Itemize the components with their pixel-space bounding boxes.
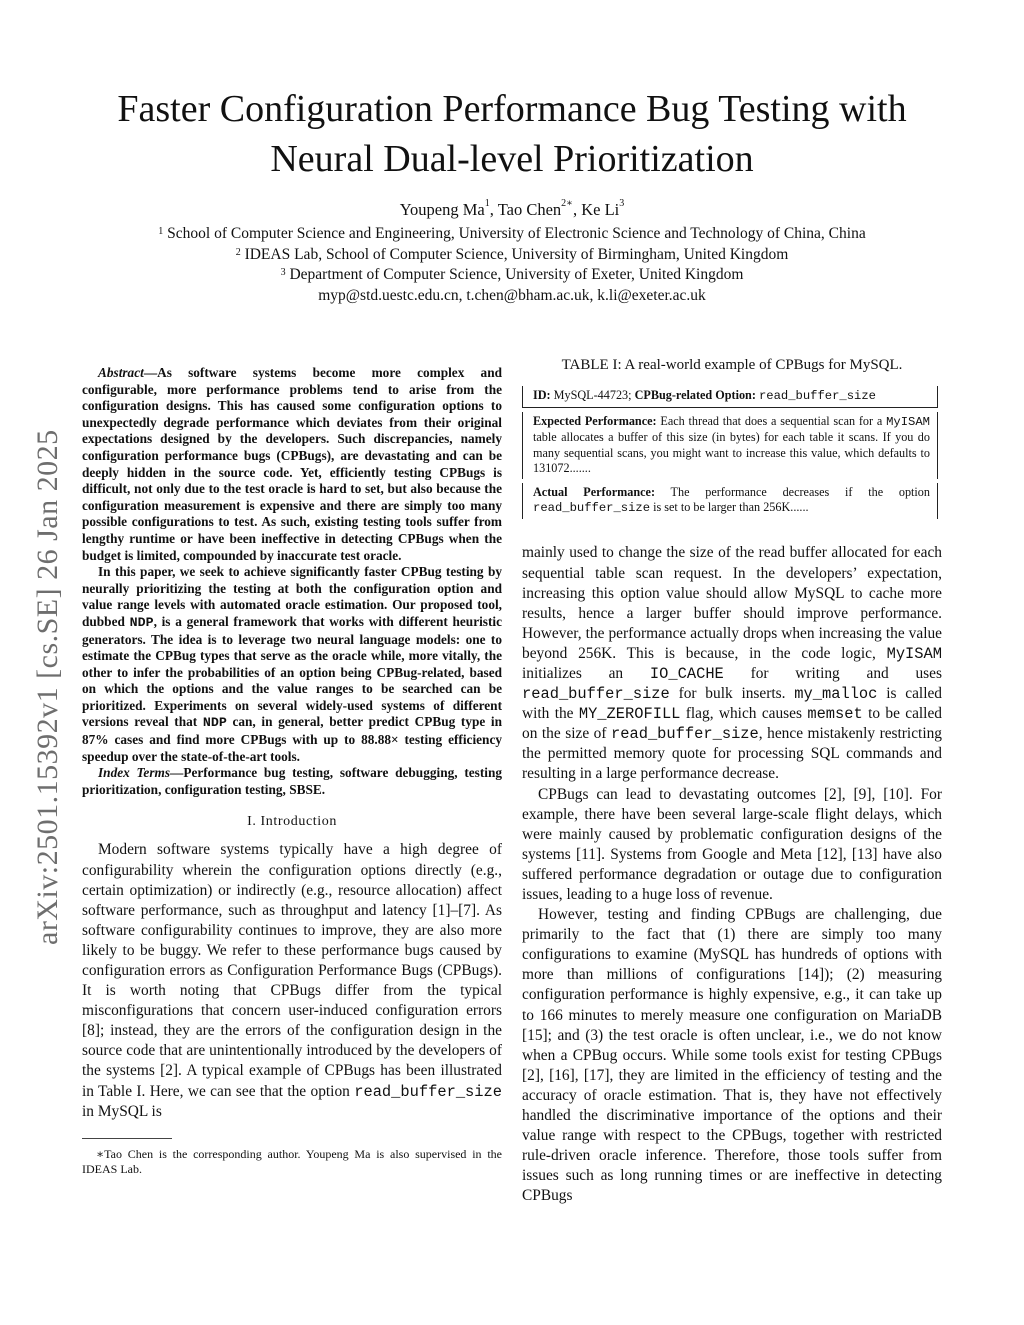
affiliation-1-text: School of Computer Science and Engineering, University of Electronic Science and Technology of China, China bbox=[167, 225, 866, 242]
rp1-g: to be called on the size of bbox=[522, 705, 942, 743]
code-read-buffer-size: read_buffer_size bbox=[522, 685, 670, 704]
author-sep-2: , bbox=[572, 200, 582, 219]
rp1-h: , hence mistakenly restricting the permitted memory quote for processing SQL commands and resulting in a large performance decrease. bbox=[522, 725, 942, 783]
code-read-buffer-size-2: read_buffer_size bbox=[611, 725, 759, 744]
code-io-cache: IO_CACHE bbox=[649, 664, 724, 683]
affiliation-2 bbox=[40, 245, 984, 266]
section-heading-introduction: I. Introduction bbox=[247, 814, 337, 830]
right-column bbox=[522, 355, 942, 1207]
affiliation-1 bbox=[40, 224, 984, 245]
intro-text-1b: in MySQL is bbox=[82, 1102, 162, 1120]
affiliation-2-sup: 2 bbox=[235, 246, 241, 258]
intro-paragraph-1 bbox=[82, 840, 502, 1121]
table-caption: TABLE I: A real-world example of CPBugs for MySQL. bbox=[561, 357, 903, 373]
expected-text-a: Each thread that does a sequential scan for a bbox=[656, 414, 887, 429]
option-value: read_buffer_size bbox=[758, 389, 876, 403]
abstract-label: Abstract bbox=[98, 365, 144, 380]
rp1-d: for bulk inserts. bbox=[669, 685, 795, 703]
rp1-c: for writing and uses bbox=[723, 664, 942, 682]
table-row-expected bbox=[522, 412, 938, 479]
author-list bbox=[40, 200, 984, 220]
cpbug-table bbox=[522, 386, 938, 519]
actual-label: Actual Performance: bbox=[533, 485, 656, 500]
table-row-id bbox=[522, 386, 938, 408]
author-2-sup: 2∗ bbox=[561, 198, 573, 209]
affiliation-3-sup: 3 bbox=[280, 267, 286, 279]
affiliation-1-sup: 1 bbox=[158, 226, 164, 237]
author-1: Youpeng Ma bbox=[399, 200, 485, 219]
code-myisam: MyISAM bbox=[886, 644, 942, 663]
code-memset: memset bbox=[807, 705, 863, 724]
table-row-actual bbox=[522, 483, 938, 519]
left-column bbox=[82, 365, 502, 1177]
author-1-sup: 1 bbox=[484, 198, 490, 209]
author-3: Ke Li bbox=[581, 200, 620, 219]
right-paragraph-2: CPBugs can lead to devastating outcomes [2], [9], [10]. For example, there have been several large-scale flight delays, which were mainly caused by problematic configuration designs of the systems [11]. Systems from Google and Meta [12], [13] have also suffered performance degradation or outage due to configuration issues, leading to a huge loss of revenue. bbox=[522, 785, 942, 904]
arxiv-identifier: arXiv:2501.15392v1 [cs.SE] 26 Jan 2025 bbox=[31, 429, 64, 945]
author-sep-1: , bbox=[489, 200, 498, 219]
expected-code: MyISAM bbox=[886, 415, 930, 430]
id-label: ID: bbox=[533, 388, 551, 402]
tool-name-2: NDP bbox=[202, 715, 227, 731]
footnote: ∗Tao Chen is the corresponding author. Youpeng Ma is also supervised in the IDEAS Lab. bbox=[82, 1146, 502, 1176]
title-line-1: Faster Configuration Performance Bug Testing with bbox=[117, 88, 907, 130]
abstract-text-2b: , is a general framework that works with different heuristic generators. The idea is to leverage two neural language models: one to estimate the CPBug types that serve as the oracle while, more vitally, the other to infer the probabilities of an option being CPBug-related, based on which the options and the value ranges to be searched can be prioritized. Experiments on several widely-used systems of different versions reveal that bbox=[82, 613, 502, 730]
rp1-f: flag, which causes bbox=[680, 705, 808, 723]
actual-text-a: The performance decreases if the option bbox=[655, 485, 930, 500]
rp1-e: is called with the bbox=[522, 685, 942, 723]
right-paragraph-1 bbox=[522, 543, 942, 784]
author-emails: myp@std.uestc.edu.cn, t.chen@bham.ac.uk, k.li@exeter.ac.uk bbox=[318, 286, 706, 304]
right-body bbox=[522, 543, 942, 1206]
rp1-b: initializes an bbox=[522, 664, 650, 682]
title-line-2: Neural Dual-level Prioritization bbox=[270, 138, 754, 180]
abstract-paragraph-1 bbox=[82, 365, 502, 564]
index-terms bbox=[82, 765, 502, 798]
intro-text-1a: Modern software systems typically have a high degree of configurability wherein the configuration options directly (e.g., certain optimization) or indirectly (e.g., resource allocation) affect software performance, such as throughput and latency [1]–[7]. As software configurability continues to improve, they are also more likely to be buggy. We refer to these performance bugs caused by configuration errors as Configuration Performance Bugs (CPBugs). It is worth noting that CPBugs differ from the typical misconfigurations that concern user-induced configuration errors [8]; instead, they are the errors of the configuration design in the source code that are unintentionally introduced by the developers of the systems [2]. A typical example of CPBugs has been illustrated in Table I. Here, we can see that the option bbox=[82, 841, 502, 1100]
tool-name: NDP bbox=[129, 614, 154, 630]
author-3-sup: 3 bbox=[619, 198, 625, 209]
footnote-divider bbox=[82, 1138, 172, 1139]
option-label: CPBug-related Option: bbox=[634, 388, 756, 402]
intro-code-option: read_buffer_size bbox=[354, 1082, 502, 1101]
abstract-text-2a: In this paper, we seek to achieve significantly faster CPBug testing by neurally prioritizing the testing at both the configuration option and value range levels with automated oracle estimation. Our proposed tool, dubbed bbox=[82, 564, 502, 629]
code-my-zerofill: MY_ZEROFILL bbox=[578, 705, 681, 724]
expected-label: Expected Performance: bbox=[533, 414, 657, 429]
affiliation-3 bbox=[40, 265, 984, 286]
index-terms-text: —Performance bug testing, software debugging, testing prioritization, configuration testing, SBSE. bbox=[82, 765, 502, 797]
abstract bbox=[82, 365, 502, 798]
abstract-paragraph-2 bbox=[82, 564, 502, 765]
abstract-text-2c: can, in general, better predict CPBug type in 87% cases and find more CPBugs with up to 88.88× testing efficiency speedup over the state-of-the-art tools. bbox=[82, 714, 502, 764]
abstract-text-1: —As software systems become more complex and configurable, more performance problems tend to arise from the configuration designs. This has caused some configuration options to unexpectedly degrade performance which deviates from their original expectations designed by the developers. Such discrepancies, namely configuration performance bugs (CPBugs), are devastating and can be deeply hidden in the source code. Yet, efficiently testing CPBugs is difficult, not only due to the test oracle is hard to set, but also because the configuration measurement is expensive and there are simply too many possible configurations to test. As such, existing testing tools suffer from lengthy runtime or have been ineffective in detecting CPBugs when the budget is limited, compounded by inaccurate test oracle. bbox=[82, 365, 502, 563]
affiliations bbox=[40, 224, 984, 306]
author-2: Tao Chen bbox=[497, 200, 562, 219]
affiliation-2-text: IDEAS Lab, School of Computer Science, University of Birmingham, United Kingdom bbox=[244, 245, 789, 263]
expected-text-b: table allocates a buffer of this size (in bytes) for each table it scans. If you do many sequential scans, you might want to increase this value, which defaults to 131072....... bbox=[533, 430, 930, 475]
id-value: MySQL-44723; bbox=[550, 388, 635, 402]
affiliation-3-text: Department of Computer Science, University of Exeter, United Kingdom bbox=[289, 266, 744, 284]
actual-text-b: is set to be larger than 256K...... bbox=[650, 500, 809, 515]
introduction-body bbox=[82, 840, 502, 1121]
rp1-a: mainly used to change the size of the read buffer allocated for each sequential table scan request. In the developers’ expectation, increasing this option value should allow MySQL to cache more results, hence a larger buffer should improve performance. However, the performance actually drops when increasing the value beyond 256K. This is because, in the code logic, bbox=[522, 544, 942, 662]
actual-code: read_buffer_size bbox=[533, 501, 651, 516]
code-my-malloc: my_malloc bbox=[794, 685, 878, 704]
index-terms-label: Index Terms bbox=[98, 765, 171, 781]
right-paragraph-3: However, testing and finding CPBugs are challenging, due primarily to the fact that (1) there are simply too many configurations to examine (MySQL has hundreds of options with more than millions of configurations [14]); (2) measuring configuration performance is highly expensive, e.g., it can take up to 166 minutes to merely measure one configuration on MariaDB [15]; and (3) the test oracle is often unclear, i.e., we do not know when a CPBug occurs. While some tools exist for testing CPBugs [2], [16], [17], they are limited in the efficiency of testing and the accuracy of oracle estimation. That is, they have not effectively handled the discriminative importance of the options and their value range with respect to the CPBugs, together with restricted rule-driven oracle inference. Therefore, those tools suffer from issues such as long running times or are ineffective in detecting CPBugs bbox=[522, 906, 942, 1205]
paper-title bbox=[40, 84, 984, 184]
